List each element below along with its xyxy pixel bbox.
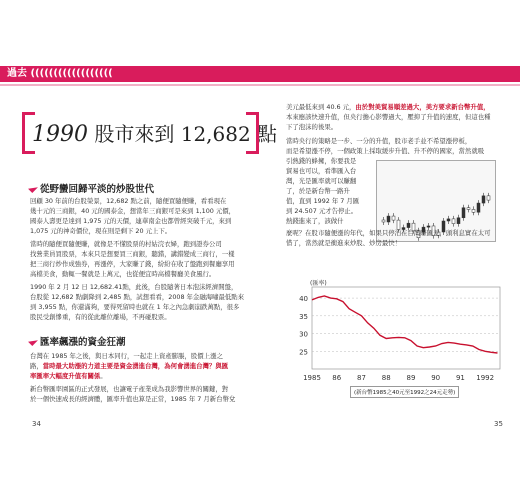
- series-line: [312, 296, 498, 353]
- y-axis-label: (匯率): [310, 280, 327, 287]
- chart-axes: [312, 287, 500, 369]
- left-para-4: [30, 351, 272, 381]
- text-line: 了，於是新台幣一路升: [286, 187, 350, 195]
- candle-body: [467, 208, 470, 210]
- candle-body: [462, 208, 465, 218]
- section-heading-1-text: 從野蠻回歸平淡的炒股世代: [40, 184, 155, 195]
- text-line: 值，直到 1992 年 7 月匯: [286, 197, 360, 205]
- text-line: 而是希望漲不停，一個政策上採取緩步升值、升不停的國家，當然就吸: [286, 147, 485, 155]
- right-para-3: [286, 228, 496, 248]
- section-heading-2-text: 匯率飆漲的資金狂潮: [40, 337, 126, 348]
- page-number-left: 34: [32, 420, 41, 428]
- text-line: 1,075 元的神奇價位，現在則是剩下 20 元上下。: [30, 227, 172, 235]
- text-line: 引熱錢的蜂擁，你要我是: [286, 157, 357, 165]
- x-tick-label: 89: [406, 374, 416, 382]
- text-line: 當時的隨便買隨便賺，就像是不懂股票的村姑浣衣婦，跑到證券公司: [30, 240, 222, 248]
- page-number-right: 35: [494, 420, 503, 428]
- candle-body: [387, 216, 390, 222]
- x-tick-label: 86: [332, 374, 342, 382]
- banner-label: 過去 ((((((((((((((((((: [3, 66, 157, 82]
- text-line: 新台幣匯率園區的正式發展，也讓電子產業成為我影響世界的關鍵，對: [30, 385, 229, 393]
- x-tick-label: 87: [357, 374, 366, 382]
- text-line: 高檔美食，動輒一餐就是上萬元，也從便宜時高檔餐廳美食風行。: [30, 270, 216, 278]
- text-line: 熱錢進來了，該做什: [286, 217, 344, 225]
- text-line: 幾十元的三商銀，40 元的國泰金，想當年三商銀可是來到 1,100 元價，: [30, 207, 236, 215]
- candle-body: [382, 220, 385, 222]
- candle-body: [427, 226, 430, 227]
- y-tick-label: 35: [299, 312, 308, 321]
- section-heading-1: [30, 181, 154, 195]
- text-line: 本來應該快速升值，但央行擔心影響過大，壓抑了升值的速度，但這也種: [286, 113, 491, 121]
- exchange-rate-chart: [286, 277, 508, 397]
- text-line: [30, 361, 272, 371]
- candle-body: [447, 219, 450, 221]
- y-tick-label: 30: [299, 330, 308, 339]
- text-line: 下了泡沫的後果。: [286, 123, 338, 131]
- candle-body: [457, 218, 460, 224]
- left-para-2: [30, 239, 272, 279]
- text-line: 到 24.507 元才告停止。: [286, 207, 358, 215]
- x-tick-label: 1985: [303, 374, 321, 382]
- text-line: 當時央行的策略是一步、一分的升值，股市老手並不希望漲停板，: [286, 137, 472, 145]
- text-line: [286, 102, 496, 112]
- y-tick-label: 25: [299, 348, 308, 357]
- text-line: 貿易也可以，看準匯入台: [286, 167, 357, 175]
- y-tick-label: 40: [299, 295, 308, 304]
- highlight-text: 率匯率大幅度升值有關係: [30, 372, 101, 380]
- candle-body: [452, 219, 455, 224]
- text-line: 到 3,955 點，你還滿夠，要得死留時也就在 1 年之內急劇崩跌萬點，很多: [30, 303, 240, 311]
- left-para-5: [30, 384, 272, 404]
- text-line: 找營業員買股票，本來只是想要買三商銀，聽錯，講錯變成三商行，一樣: [30, 250, 235, 258]
- chart-labels: [299, 279, 494, 382]
- text-run: 。: [100, 372, 107, 380]
- x-tick-label: 90: [431, 374, 441, 382]
- left-para-3: [30, 282, 272, 322]
- x-tick-label: 88: [381, 374, 391, 382]
- highlight-text: 當時最大助漲的力道主要是資金湧進台灣，為何會湧進台灣？與匯: [42, 362, 229, 370]
- triangle-icon: [28, 183, 38, 193]
- text-line: 於一個快速成長的經濟體，匯率升值也算是正常，1985 年 7 月新台幣兌: [30, 395, 236, 403]
- text-line: [30, 371, 272, 381]
- candle-body: [482, 196, 485, 203]
- text-line: 台灣在 1985 年之後，與日本同行，一起走上資產膨脹，股價上漲之: [30, 352, 223, 360]
- text-line: 麼呢？在股市隨便漲的年代，如果只停泊在台灣賺匯差，頭利息實在太可: [286, 229, 491, 237]
- candle-body: [392, 216, 395, 220]
- text-line: 回顧 30 年前的台股榮景，12,682 點之前，隨便買隨便賺，看看現在: [30, 197, 227, 205]
- candle-body: [487, 196, 490, 200]
- candle-body: [407, 223, 410, 227]
- right-para-1: [286, 102, 496, 132]
- text-line: 1990 年 2 月 12 日 12,682.41點，此後，台股隨著日本泡沫經濟開盤，: [30, 283, 238, 291]
- text-line: 惜了，當然就是衝進來炒股、炒房最快！: [286, 239, 402, 247]
- text-run: 美元最低來到 40.6 元，: [286, 103, 356, 111]
- candle-body: [477, 203, 480, 212]
- plot-frame: [312, 287, 500, 369]
- headline-text: 股市來到 12,682 點: [88, 122, 278, 146]
- text-line: 台股從 12,682 點劇降到 2,485 點，試想看看，2008 年金融海嘯最低點來: [30, 293, 245, 301]
- text-line: 灣，光是匯率就可以賺翻: [286, 177, 357, 185]
- candle-body: [472, 209, 475, 212]
- triangle-icon: [28, 336, 38, 346]
- text-line: 把三商行炒作成強券，再漲停，大家賺了錢，紛紛在收了盤跑到餐廳享用: [30, 260, 235, 268]
- headline-bracket-right: [246, 112, 259, 154]
- chart-legend: (新台幣1985之40元至1992之24元走勢): [350, 386, 459, 398]
- section-heading-2: [30, 334, 126, 348]
- text-line: 國泰人壽更是達到 1,975 元的天價，連華南金也都曾經突破千元，來到: [30, 217, 232, 225]
- headline: [32, 118, 277, 147]
- banner-underline: [0, 84, 520, 86]
- x-tick-label: 91: [455, 374, 465, 382]
- text-line: 股民受創慘重，有的從此離位離場，不再碰股票。: [30, 313, 171, 321]
- highlight-text: 由於對美貿易順差過大，美方要求新台幣升值，: [355, 103, 490, 111]
- left-para-1: [30, 196, 272, 236]
- x-tick-label: 1992: [476, 374, 495, 382]
- headline-year: 1990: [32, 122, 88, 147]
- text-run: 路，: [30, 362, 43, 370]
